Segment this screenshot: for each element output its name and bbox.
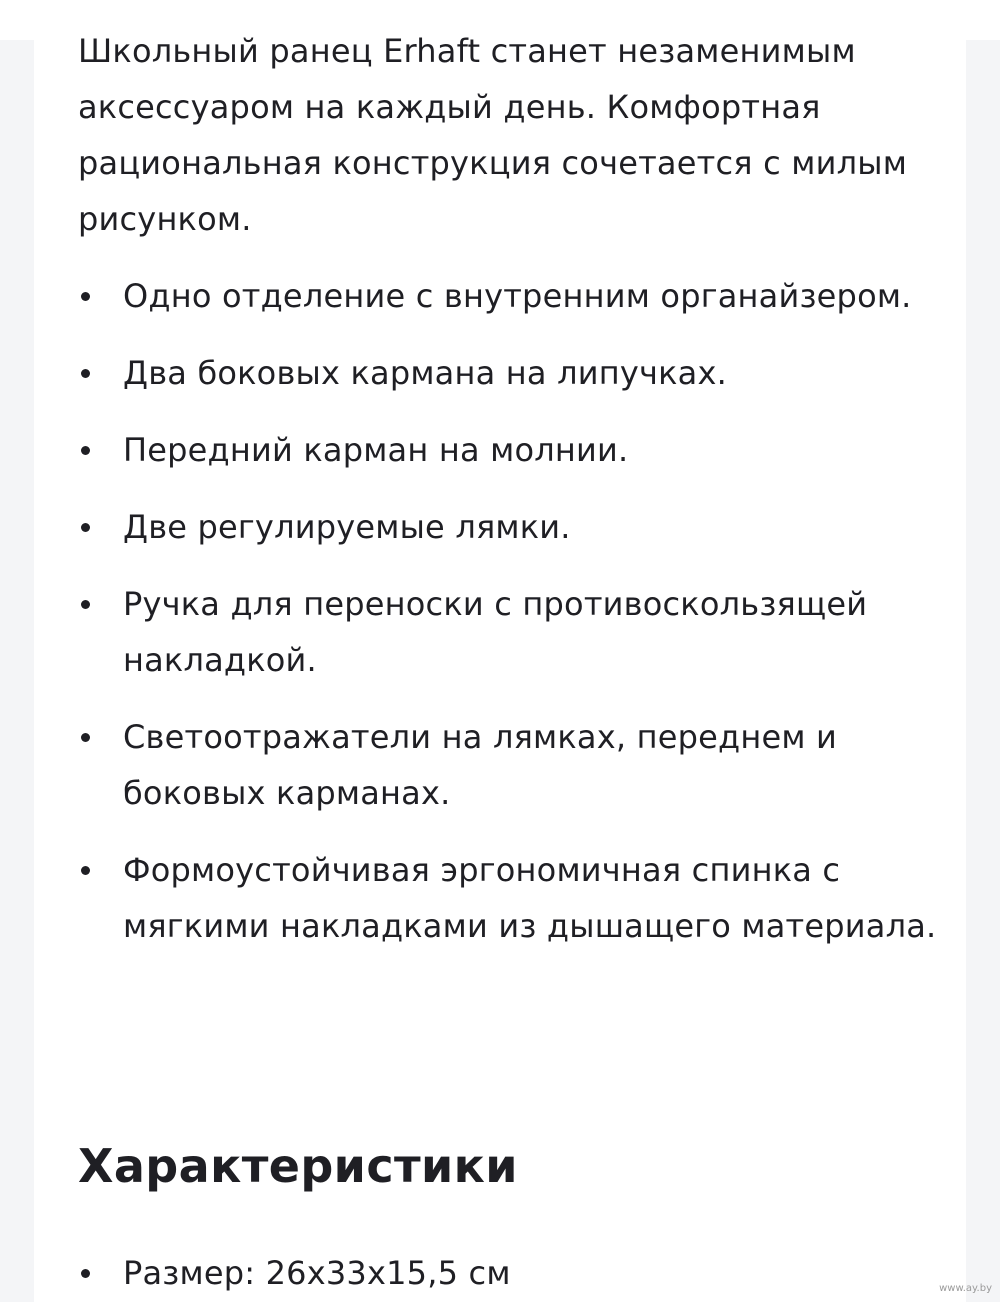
list-item	[78, 842, 938, 954]
bullet-icon	[81, 600, 90, 609]
feature-text: Ручка для переноски с противоскользящей накладкой.	[123, 585, 868, 679]
bullet-icon	[81, 866, 90, 875]
bullet-icon	[81, 523, 90, 532]
feature-list	[78, 268, 938, 975]
characteristic-text: Размер: 26x33x15,5 см	[123, 1254, 511, 1292]
bullet-icon	[81, 446, 90, 455]
feature-text: Передний карман на молнии.	[123, 431, 629, 469]
list-item	[78, 268, 938, 324]
list-item	[78, 576, 938, 688]
bullet-icon	[81, 292, 90, 301]
product-intro-text: Школьный ранец Erhaft станет незаменимым аксессуаром на каждый день. Комфортная рациональная конструкция сочетается с милым рисунком.	[78, 32, 908, 238]
list-item	[78, 499, 938, 555]
bullet-icon	[81, 369, 90, 378]
list-item	[78, 345, 938, 401]
bullet-icon	[81, 1269, 90, 1278]
feature-text: Светоотражатели на лямках, переднем и боковых карманах.	[123, 718, 838, 812]
list-item	[78, 422, 938, 478]
watermark: www.ay.by	[939, 1283, 992, 1294]
bullet-icon	[81, 733, 90, 742]
characteristics-list	[78, 1245, 938, 1301]
feature-text: Одно отделение с внутренним органайзером.	[123, 277, 912, 315]
list-item	[78, 709, 938, 821]
characteristics-heading: Характеристики	[78, 1139, 518, 1193]
feature-text: Формоустойчивая эргономичная спинка с мягкими накладками из дышащего материала.	[123, 851, 937, 945]
feature-text: Два боковых кармана на липучках.	[123, 354, 727, 392]
list-item	[78, 1245, 938, 1301]
feature-text: Две регулируемые лямки.	[123, 508, 571, 546]
